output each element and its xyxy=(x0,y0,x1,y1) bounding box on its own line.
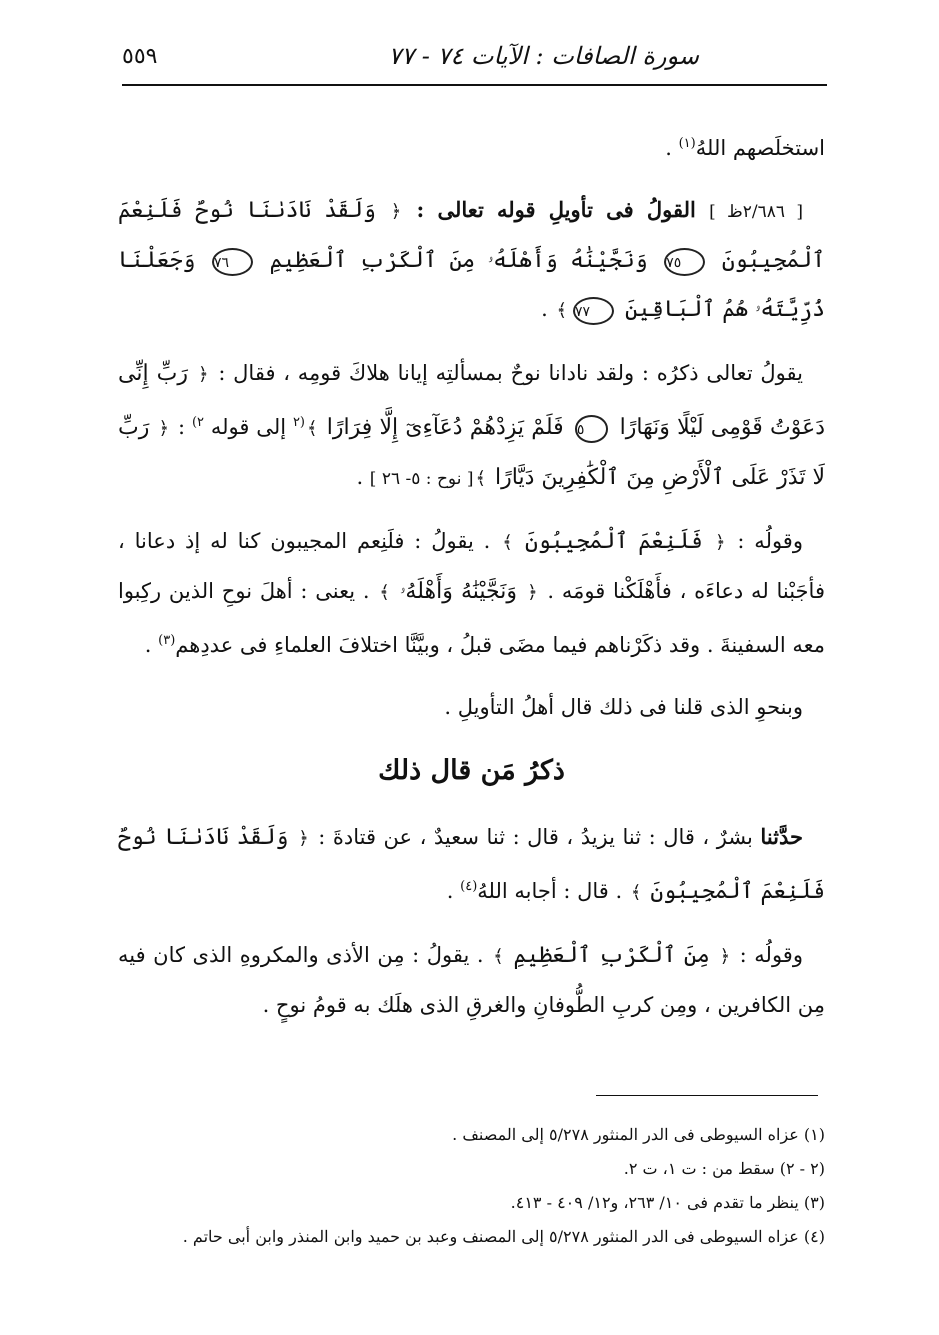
p5-text: وبنحوِ الذى قلنا فى ذلك قال أهلُ التأويلِ . xyxy=(444,695,803,719)
quran-close-bracket: ﴾ xyxy=(556,300,567,321)
p2-end: . xyxy=(541,297,555,321)
surah-reference: [ نوح : ٥- ٢٦ ] xyxy=(369,469,474,489)
quran-close-bracket: ﴾ xyxy=(475,468,487,489)
quran-text-1: مِنَ ٱلْكَرْبِ ٱلْعَظِيمِ xyxy=(505,943,718,968)
p7-text-2: . يقولُ : مِن الأذى والمكروهِ الذى كان فيه مِن الكافرين ، ومِن كربِ الطُّوفانِ والغرقِ الذى هلَك به قومُ نوحٍ . xyxy=(118,943,825,1017)
quran-text-3: وَجَعَلْنَا ذُرِّيَّتَهُۥ هُمُ ٱلْبَاقِينَ xyxy=(118,248,825,322)
quran-text-2: فَلَمْ يَزِدْهُمْ دُعَآءِىٓ إِلَّا فِرَارًا xyxy=(319,415,571,440)
quran-close-bracket: ﴾ xyxy=(630,882,642,903)
footnote-marker-3: (٣) xyxy=(158,633,176,648)
p4-text-3: . يعنى : أهلَ نوحِ الذين ركِبوا معه السفينةَ . وقد ذكَرْناهم فيما مضَى قبلُ ، وبيَّنَّا اختلافَ العلماءِ فى عددِهم xyxy=(118,579,825,657)
quran-text-2: وَنَجَّيْنَٰهُ وَأَهْلَهُۥ xyxy=(391,579,526,604)
paragraph-4 xyxy=(118,517,825,669)
quran-close-bracket: ﴾ xyxy=(502,532,513,553)
p4-text-2: . يقولُ : فلَنِعم المجيبون كنا له إذ دعانا ، فأجَبْنا له دعاءَه ، فأَهْلَكْنا قومَه . xyxy=(118,529,825,603)
quran-close-bracket: ﴾ xyxy=(379,582,390,603)
quran-text-1: رَبِّ إِنِّى دَعَوْتُ قَوْمِى لَيْلًا وَنَهَارًا xyxy=(118,361,825,440)
quran-text-2: وَنَجَّيْنَٰهُ وَأَهْلَهُۥ مِنَ ٱلْكَرْبِ ٱلْعَظِيمِ xyxy=(256,248,661,273)
isnad-start: حدَّثنا xyxy=(760,824,804,849)
quran-open-bracket: ﴿ xyxy=(198,364,209,385)
paragraph-5 xyxy=(118,683,825,731)
p4-text-1: وقولُه : xyxy=(727,529,803,553)
quran-text-1: وَلَقَدْ نَادَىٰنَا نُوحٌ فَلَنِعْمَ ٱلْمُجِيبُونَ xyxy=(118,198,826,273)
quran-open-bracket: ﴿ xyxy=(390,201,402,222)
footnote-marker-1: (١) xyxy=(678,136,696,151)
quran-open-bracket: ﴿ xyxy=(298,828,309,849)
page-number: ٥٥٩ xyxy=(122,44,158,69)
p3-text-3: : xyxy=(171,415,192,439)
quran-open-bracket: ﴿ xyxy=(158,418,170,439)
p3-end: . xyxy=(356,465,370,489)
p3-text-2: إلى قوله xyxy=(204,415,293,439)
p3-text-1: يقولُ تعالى ذكرُه : ولقد نادانا نوحٌ بمسألتِه إيانا هلاكَ قومِه ، فقال : xyxy=(210,361,803,385)
paragraph-7 xyxy=(118,931,825,1029)
p1-end: . xyxy=(665,136,679,160)
paragraph-1 xyxy=(118,120,825,172)
quran-text-1: وَلَقَدْ نَادَىٰنَا نُوحٌ فَلَنِعْمَ ٱلْمُجِيبُونَ xyxy=(118,825,825,904)
ayah-number-77: ٧٧ xyxy=(573,297,614,325)
p6-text-2: . قال : أجابه اللهُ xyxy=(477,879,629,903)
p6-text-1: بشرٌ ، قال : ثنا يزيدُ ، قال : ثنا سعيدٌ ، عن قتادةَ : xyxy=(310,825,761,849)
quran-text-3: رَبِّ لَا تَذَرْ عَلَى ٱلْأَرْضِ مِنَ ٱلْكَٰفِرِينَ دَيَّارًا xyxy=(118,415,825,490)
p1-text: استخلَصهم اللهُ xyxy=(695,136,825,160)
quran-text-1: فَلَنِعْمَ ٱلْمُجِيبُونَ xyxy=(514,529,713,554)
ayah-number-5: ٥ xyxy=(575,415,609,443)
footnote-marker-2-open: (٢ xyxy=(292,415,305,430)
manuscript-reference: [ ٢/٦٨٦ظ ] xyxy=(709,202,803,222)
footnote-separator xyxy=(596,1095,818,1096)
paragraph-6 xyxy=(118,813,825,917)
p7-text-1: وقولُه : xyxy=(732,943,803,967)
quran-open-bracket: ﴿ xyxy=(714,532,726,553)
tafsir-heading: القولُ فى تأويلِ قوله تعالى : xyxy=(403,197,710,222)
p4-end: . xyxy=(144,633,159,657)
footnote-2: (٢ - ٢) سقط من : ت ١، ت ٢. xyxy=(623,1159,825,1178)
page-header xyxy=(122,42,827,86)
paragraph-3 xyxy=(118,349,825,503)
ayah-number-76: ٧٦ xyxy=(212,248,253,276)
quran-close-bracket: ﴾ xyxy=(307,418,318,439)
footnote-marker-4: (٤) xyxy=(460,879,478,894)
section-heading: ذكرُ مَن قال ذلك xyxy=(378,755,565,786)
quran-open-bracket: ﴿ xyxy=(719,946,731,967)
footnote-4: (٤) عزاه السيوطى فى الدر المنثور ٥/٢٧٨ إلى المصنف وعبد بن حميد وابن المنذر وابن أبى حاتم . xyxy=(182,1227,825,1246)
footnote-marker-2-close: ٢) xyxy=(191,415,204,430)
running-title: سورة الصافات : الآيات ٧٤ - ٧٧ xyxy=(388,42,699,70)
quran-open-bracket: ﴿ xyxy=(527,582,538,603)
quran-close-bracket: ﴾ xyxy=(493,946,504,967)
paragraph-2 xyxy=(118,186,825,335)
footnotes xyxy=(118,1118,825,1254)
footnote-1: (١) عزاه السيوطى فى الدر المنثور ٥/٢٧٨ إلى المصنف . xyxy=(452,1125,825,1144)
ayah-number-75: ٧٥ xyxy=(664,248,705,276)
footnote-3: (٣) ينظر ما تقدم فى ١٠/ ٢٦٣، و١٢/ ٤٠٩ - ٤١٣. xyxy=(510,1193,825,1212)
main-text xyxy=(118,120,825,1043)
p6-end: . xyxy=(446,879,461,903)
